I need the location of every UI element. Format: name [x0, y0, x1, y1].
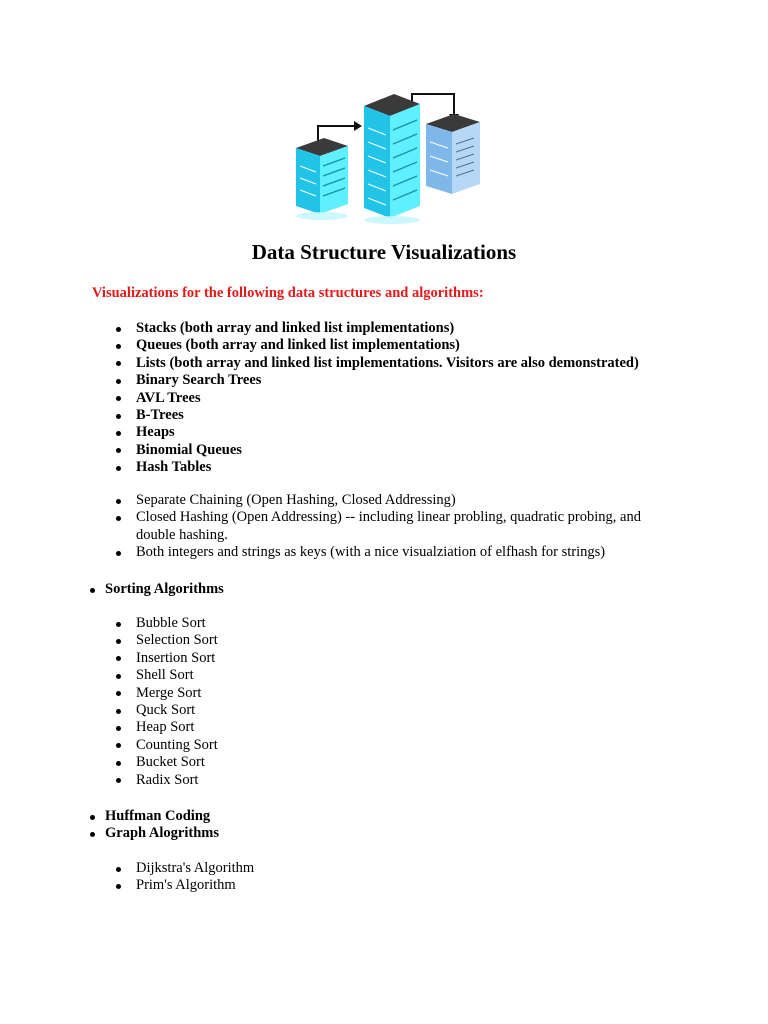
list-item: Shell Sort — [136, 667, 218, 684]
list-item: Binomial Queues — [136, 442, 639, 459]
list-item: Quck Sort — [136, 702, 218, 719]
server-tower-left — [296, 138, 348, 220]
list-item: Dijkstra's Algorithm — [136, 860, 255, 876]
hashing-list — [136, 492, 668, 562]
page-subtitle: Visualizations for the following data structures and algorithms: — [92, 285, 484, 301]
more-topics-list — [105, 808, 219, 843]
list-item: Bucket Sort — [136, 754, 218, 771]
page-title: Data Structure Visualizations — [251, 240, 517, 264]
list-item: Hash Tables — [136, 459, 639, 476]
database-servers-icon — [288, 86, 484, 226]
list-item: Heaps — [136, 424, 639, 441]
list-item: Binary Search Trees — [136, 372, 639, 389]
data-structures-list — [136, 320, 639, 477]
sorting-heading-list — [105, 581, 224, 598]
list-item: Heap Sort — [136, 719, 218, 736]
list-item: Closed Hashing (Open Addressing) -- including linear probling, quadratic probing, and double hashing. — [136, 509, 668, 544]
list-item: Stacks (both array and linked list implementations) — [136, 320, 639, 337]
list-item: Bubble Sort — [136, 615, 218, 632]
list-item: Lists (both array and linked list implementations. Visitors are also demonstrated) — [136, 354, 639, 371]
list-item: Separate Chaining (Open Hashing, Closed Addressing) — [136, 492, 668, 509]
list-item: Graph Alogrithms — [105, 825, 219, 842]
list-item: Counting Sort — [136, 736, 218, 753]
graph-algorithms-list — [136, 860, 254, 895]
list-item: Insertion Sort — [136, 650, 218, 667]
list-item: Huffman Coding — [105, 808, 219, 825]
list-item: Radix Sort — [136, 772, 218, 789]
list-item: Merge Sort — [136, 685, 218, 702]
list-item: Queues (both array and linked list implementations) — [136, 337, 639, 354]
list-item: B-Trees — [136, 407, 639, 424]
server-tower-right — [426, 114, 480, 194]
list-item: AVL Trees — [136, 390, 639, 407]
server-tower-middle — [364, 94, 420, 224]
list-item: Prim's Algorithm — [136, 877, 254, 894]
arrow-head-left — [354, 121, 362, 131]
sorting-list — [136, 615, 218, 789]
list-item: Both integers and strings as keys (with a nice visualziation of elfhash for strings) — [136, 544, 668, 561]
list-item: Selection Sort — [136, 632, 218, 649]
sorting-heading: Sorting Algorithms — [105, 581, 224, 597]
